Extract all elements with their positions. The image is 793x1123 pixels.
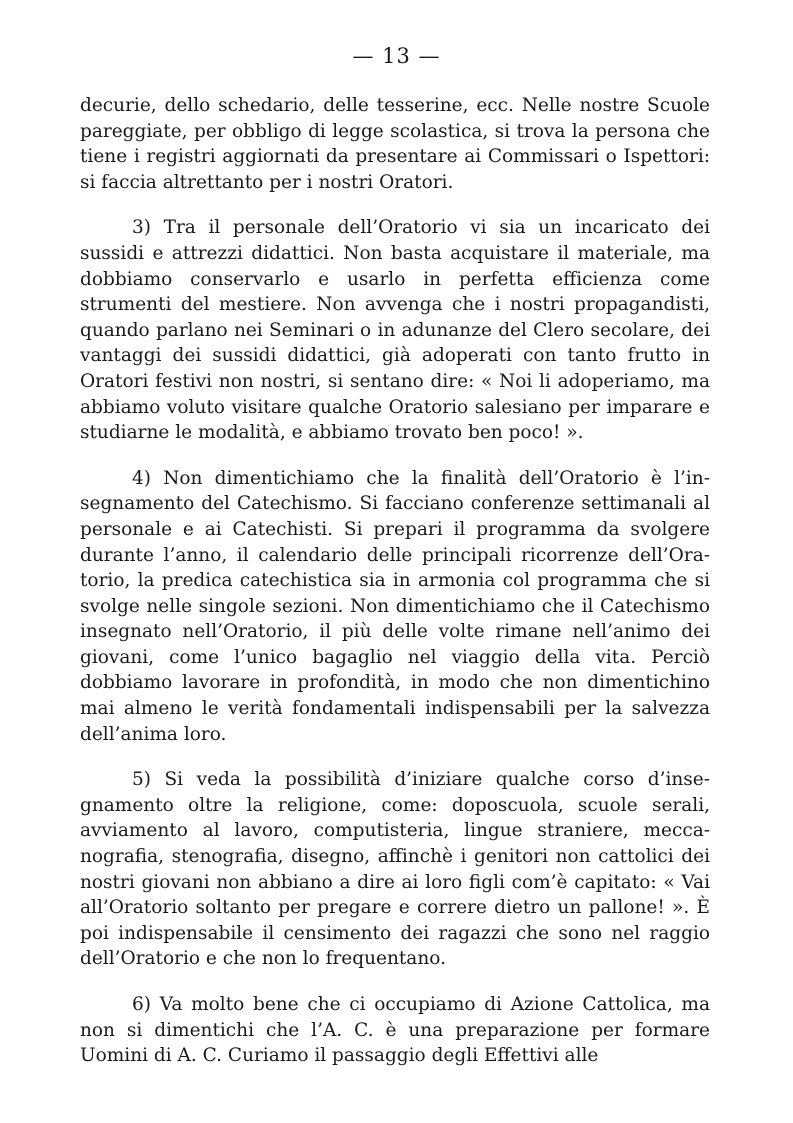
page-body <box>80 93 710 1089</box>
paragraph-item-6: 6) Va molto bene che ci occupiamo di Azione Cattolica, ma non si dimentichi che l’A. C. è una preparazione per formare Uomini di A. C. Curiamo il passaggio degli Effettivi alle <box>80 994 710 1067</box>
paragraph-continuation: decurie, dello schedario, delle tesserine, ecc. Nelle nostre Scuole pareggiate, per obbligo di legge scolastica, si trova la persona che tiene i registri aggiornati da presentare ai Commissari o Ispettori: si faccia altrettanto per i nostri Oratori. <box>80 95 710 193</box>
paragraph-item-4: 4) Non dimentichiamo che la finalità dell’Oratorio è l’insegnamento del Catechismo. Si facciano conferenze settimanali al personale e ai Catechisti. Si prepari il programma da svolgere durante l’anno, il calendario delle principali ricorrenze dell’Oratorio, la predica catechistica sia in armonia col programma che si svolge nelle singole sezioni. Non dimentichiamo che il Catechismo insegnato nell’Oratorio, il più delle volte rimane nell’animo dei giovani, come l’unico bagaglio nel viaggio della vita. Perciò dobbiamo lavorare in profondità, in modo che non dimentichino mai almeno le verità fondamentali indispensabili per la salvezza dell’anima loro. <box>80 467 710 745</box>
paragraph-item-3: 3) Tra il personale dell’Oratorio vi sia un incaricato dei sussidi e attrezzi didattici. Non basta acquistare il materiale, ma dobbiamo conservarlo e usarlo in perfetta efficienza come strumenti del mestiere. Non avvenga che i nostri propagandisti, quando parlano nei Seminari o in adunanze del Clero secolare, dei vantaggi dei sussidi didattici, già adoperati con tanto frutto in Oratori festivi non nostri, si sentano dire: « Noi li adoperiamo, ma abbiamo voluto visitare qualche Oratorio salesiano per imparare e studiarne le modalità, e abbiamo trovato ben poco! ». <box>80 217 710 444</box>
page-number: — 13 — <box>352 44 441 68</box>
paragraph-item-5: 5) Si veda la possibilità d’iniziare qualche corso d’insegnamento oltre la religione, come: doposcuola, scuole serali, avviamento al lavoro, computisteria, lingue straniere, meccanografia, stenografia, disegno, affinchè i genitori non cattolici dei nostri giovani non abbiano a dire ai loro figli com’è capitato: « Vai all’Oratorio soltanto per pregare e correre dietro un pallone! ». È poi indispensabile il censimento dei ragazzi che sono nel raggio dell’Oratorio e che non lo frequentano. <box>80 769 710 970</box>
